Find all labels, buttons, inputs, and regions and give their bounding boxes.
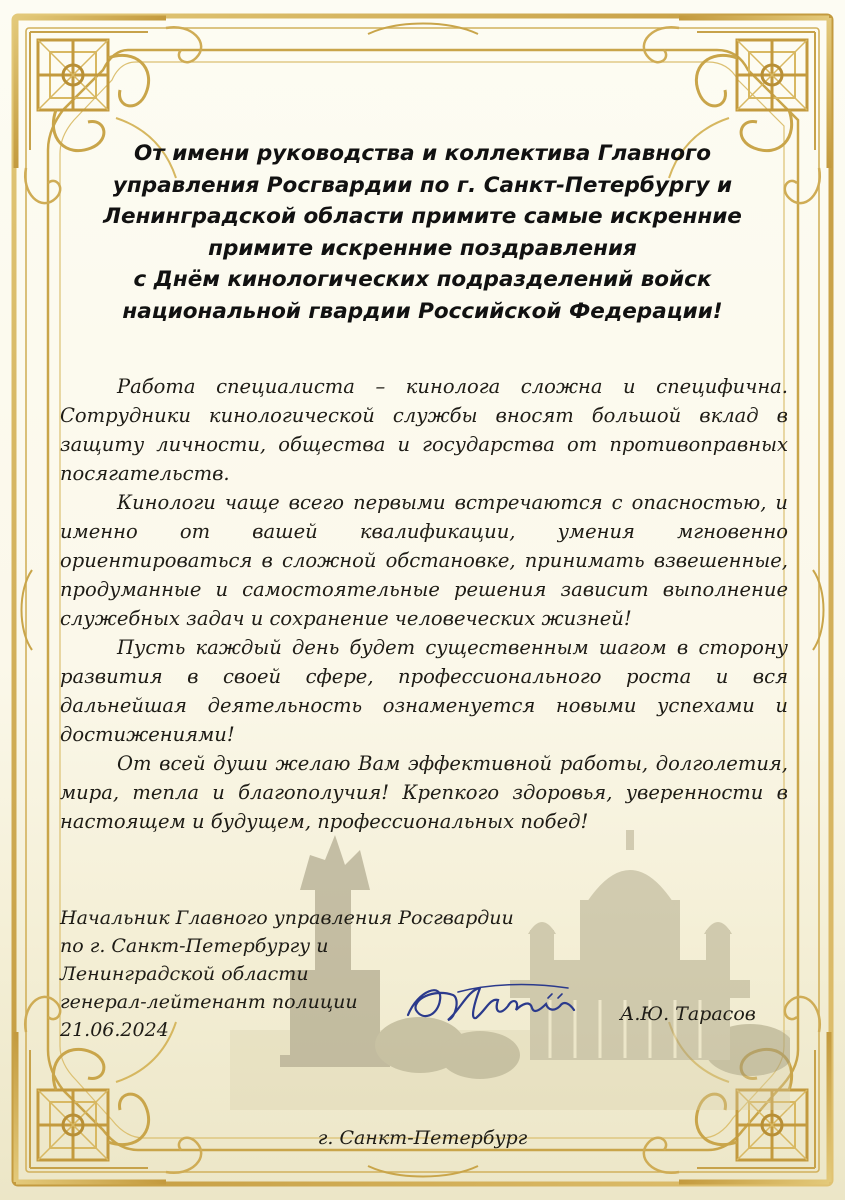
signatory-line: Ленинградской области [60, 963, 309, 985]
letter-heading [60, 138, 785, 327]
handwritten-signature [398, 970, 598, 1040]
signatory-line: Начальник Главного управления Росгвардии [60, 907, 514, 929]
signer-name: А.Ю. Тарасов [620, 1003, 756, 1025]
place-of-issue: г. Санкт-Петербург [317, 1127, 528, 1149]
body-paragraph: Работа специалиста – кинолога сложна и специфична. Сотрудники кинологической службы вносят большой вклад в защиту личности, общества и государства от противоправных посягательств. [60, 375, 788, 485]
body-paragraph: От всей души желаю Вам эффективной работы, долголетия, мира, тепла и благополучия! Крепкого здоровья, уверенности в настоящем и будущем, профессиональных побед! [60, 752, 788, 833]
body-paragraph: Пусть каждый день будет существенным шагом в сторону развития в своей сфере, профессионального роста и вся дальнейшая деятельность ознаменуется новыми успехами и достижениями! [60, 636, 788, 746]
heading-line: Ленинградской области примите самые искренние [103, 204, 742, 229]
heading-line: с Днём кинологических подразделений войск [133, 267, 712, 292]
heading-line: примите искренние поздравления [208, 235, 637, 261]
signatory-line: по г. Санкт-Петербургу и [60, 935, 329, 957]
heading-line: управления Росгвардии по г. Санкт-Петербургу и [112, 172, 733, 198]
signatory-line: генерал-лейтенант полиции [60, 991, 358, 1013]
heading-line: От имени руководства и коллектива Главного [133, 141, 712, 166]
heading-line: национальной гвардии Российской Федерации! [122, 298, 723, 324]
document-date: 21.06.2024 [60, 1019, 169, 1041]
body-paragraph: Кинологи чаще всего первыми встречаются с опасностью, и именно от вашей квалификации, умения мгновенно ориентироваться в сложной обстановке, принимать взвешенные, продуманные и самостоятельные решения зависит выполнение служебных задач и сохранение человеческих жизней! [60, 491, 788, 630]
letter-body [60, 372, 788, 836]
